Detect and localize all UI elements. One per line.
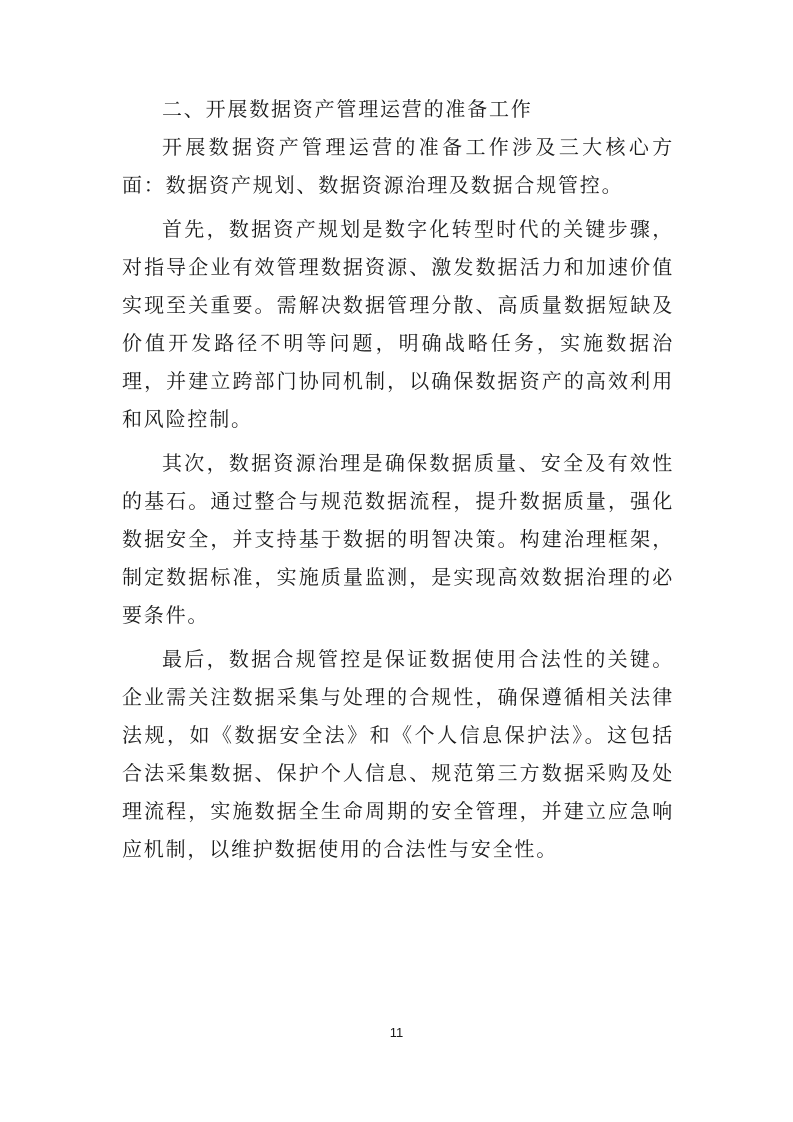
page-number: 11 <box>389 1025 404 1040</box>
compliance-control-paragraph: 最后，数据合规管控是保证数据使用合法性的关键。企业需关注数据采集与处理的合规性，确保遵循相关法律法规，如《数据安全法》和《个人信息保护法》。这包括合法采集数据、保护个人信息、规范第三方数据采购及处理流程，实施数据全生命周期的安全管理，并建立应急响应机制，以维护数据使用的合法性与安全性。 <box>122 647 674 861</box>
document-body <box>122 90 674 868</box>
intro-paragraph: 开展数据资产管理运营的准备工作涉及三大核心方面：数据资产规划、数据资源治理及数据合规管控。 <box>122 135 674 197</box>
asset-planning-paragraph: 首先，数据资产规划是数字化转型时代的关键步骤，对指导企业有效管理数据资源、激发数据活力和加速价值实现至关重要。需解决数据管理分散、高质量数据短缺及价值开发路径不明等问题，明确战略任务，实施数据治理，并建立跨部门协同机制，以确保数据资产的高效利用和风险控制。 <box>122 217 674 431</box>
section-heading: 二、开展数据资产管理运营的准备工作 <box>162 97 533 121</box>
resource-governance-paragraph: 其次，数据资源治理是确保数据质量、安全及有效性的基石。通过整合与规范数据流程，提升数据质量，强化数据安全，并支持基于数据的明智决策。构建治理框架，制定数据标准，实施质量监测，是实现高效数据治理的必要条件。 <box>122 451 674 627</box>
